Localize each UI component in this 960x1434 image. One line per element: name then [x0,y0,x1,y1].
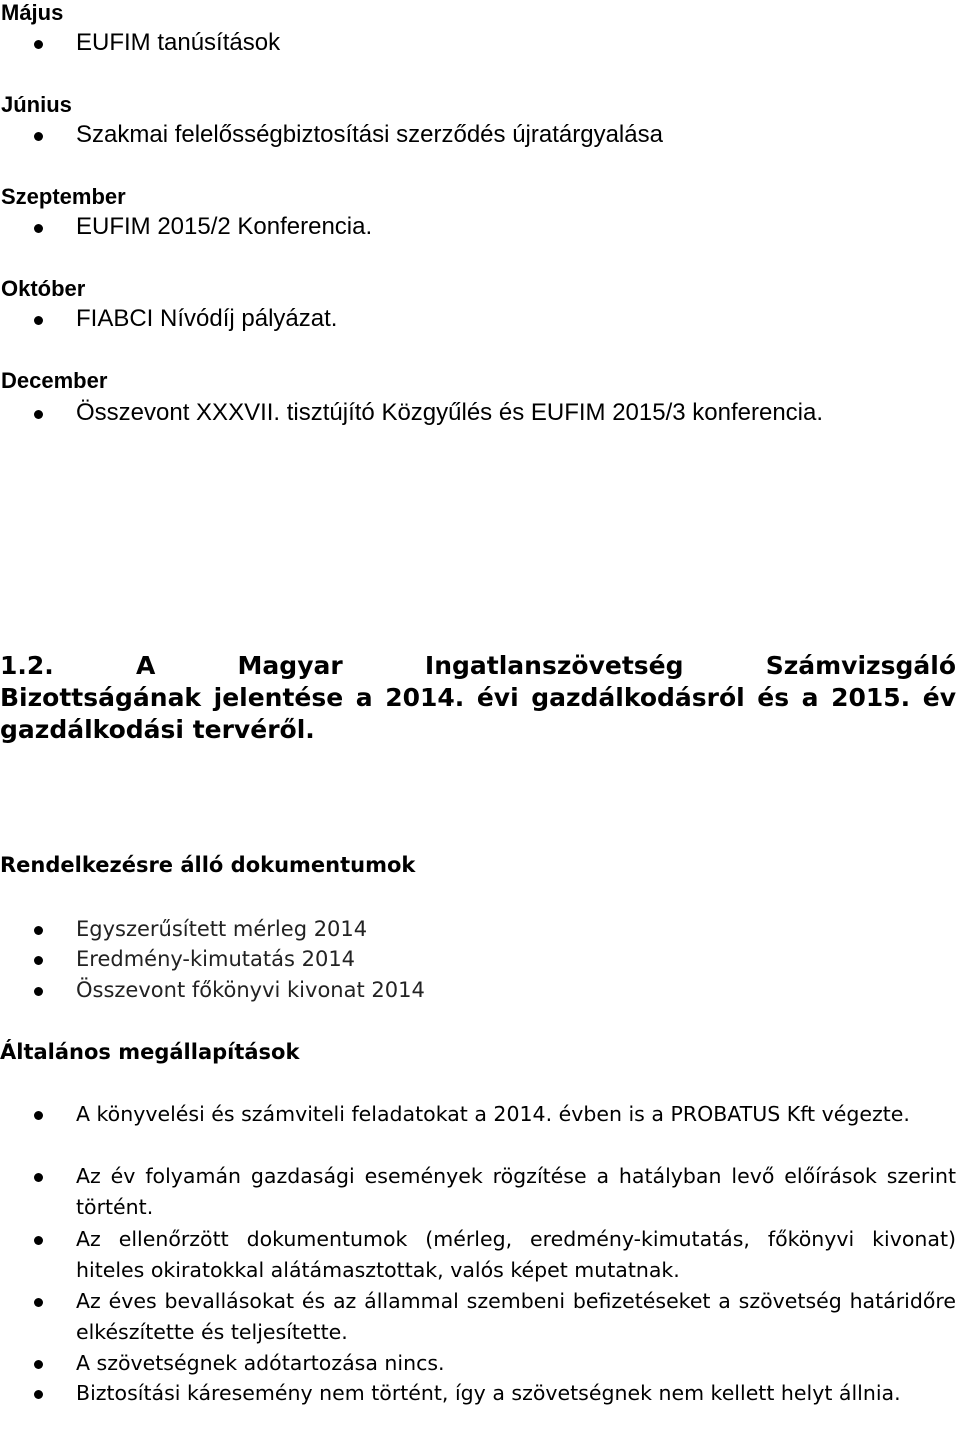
bullet-icon [34,224,43,233]
list-item [0,304,960,334]
bullet-icon [34,926,43,935]
bullet-icon [34,316,43,325]
finding-text: Az éves bevallásokat és az állammal szembeni befizetéseket a szövetség határidőre elkészítette és teljesítette. [76,1289,956,1344]
list-item [0,914,960,944]
list-item [0,28,960,58]
list-item-text: FIABCI Nívódíj pályázat. [76,305,338,332]
list-item-text: EUFIM 2015/2 Konferencia. [76,213,373,240]
month-heading-junius: Június [1,92,72,117]
documents-heading: Rendelkezésre álló dokumentumok [0,853,416,877]
section-title-line-1: 1.2. A Magyar Ingatlanszövetség Számvizsgáló [0,651,956,680]
list-item [0,944,960,974]
document-item: Eredmény-kimutatás 2014 [76,947,356,971]
list-item [0,975,960,1005]
month-heading-oktober: Október [1,276,86,301]
bullet-icon [34,132,43,141]
general-heading: Általános megállapítások [0,1040,300,1064]
bullet-icon [34,1298,43,1307]
section-title [0,650,956,746]
month-heading-szeptember: Szeptember [1,184,126,209]
bullet-icon [34,410,43,419]
document-item: Összevont főkönyvi kivonat 2014 [76,978,425,1002]
finding-text: A könyvelési és számviteli feladatokat a 2014. évben is a PROBATUS Kft végezte. [76,1102,910,1126]
bullet-icon [34,40,43,49]
section-title-line-2: Bizottságának jelentése a 2014. évi gazdálkodásról és a 2015. év [0,683,956,712]
finding-text: Az év folyamán gazdasági események rögzítése a hatályban levő előírások szerint történt. [76,1164,956,1219]
list-item [0,398,960,428]
finding-text: Az ellenőrzött dokumentumok (mérleg, eredmény-kimutatás, főkönyvi kivonat) hiteles okiratokkal alátámasztottak, valós képet mutatnak. [76,1227,956,1282]
document-item: Egyszerűsített mérleg 2014 [76,917,368,941]
bullet-icon [34,1173,43,1182]
list-item [0,212,960,242]
list-item-text: Szakmai felelősségbiztosítási szerződés újratárgyalása [76,121,663,148]
bullet-icon [34,956,43,965]
finding-text: Biztosítási káresemény nem történt, így a szövetségnek nem kellett helyt állnia. [76,1381,901,1405]
list-item [0,120,960,150]
month-heading-december: December [1,368,108,393]
list-item-text: Összevont XXXVII. tisztújító Közgyűlés és EUFIM 2015/3 konferencia. [76,399,824,426]
finding-text: A szövetségnek adótartozása nincs. [76,1351,445,1375]
month-heading-majus: Május [1,0,64,25]
bullet-icon [34,987,43,996]
bullet-icon [34,1236,43,1245]
bullet-icon [34,1390,43,1399]
bullet-icon [34,1111,43,1120]
bullet-icon [34,1360,43,1369]
section-title-line-3: gazdálkodási tervéről. [0,715,315,744]
list-item-text: EUFIM tanúsítások [76,29,281,56]
